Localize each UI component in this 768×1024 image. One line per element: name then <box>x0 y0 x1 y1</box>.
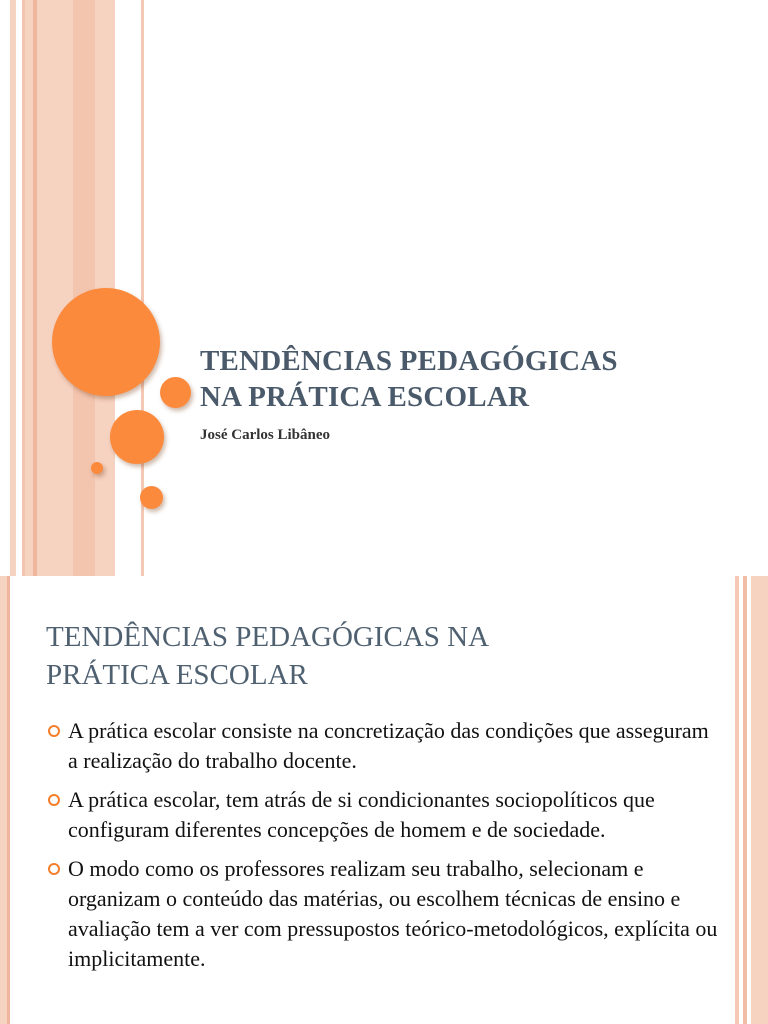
decor-circle-small <box>140 486 163 509</box>
ring-bullet-icon <box>48 863 60 875</box>
slide-title-line: NA PRÁTICA ESCOLAR <box>200 381 530 413</box>
bullet-text: O modo como os professores realizam seu trabalho, selecionam e organizam o conteúdo das matérias, ou escolhem técnicas de ensino e avaliação tem a ver com pressupostos teórico-metodológicos, explícita ou implicitamente. <box>68 856 718 971</box>
ring-bullet-icon <box>48 725 60 737</box>
bullet-list <box>46 716 722 983</box>
decor-stripe <box>735 576 739 1024</box>
bullet-item <box>46 854 722 974</box>
slide-title <box>200 343 720 415</box>
decor-circle-large <box>52 288 160 396</box>
decor-stripe <box>33 0 37 576</box>
decor-circle-tiny <box>91 462 103 474</box>
bullet-text: A prática escolar consiste na concretização das condições que asseguram a realização do trabalho docente. <box>68 718 709 773</box>
decor-stripe <box>73 0 95 576</box>
decor-circle-medium <box>110 410 164 464</box>
content-slide-title-line: TENDÊNCIAS PEDAGÓGICAS NA <box>46 621 490 653</box>
content-slide-title <box>46 618 726 694</box>
decor-stripe <box>743 576 747 1024</box>
content-slide-title-line: PRÁTICA ESCOLAR <box>46 659 308 691</box>
decor-stripe <box>751 576 768 1024</box>
ring-bullet-icon <box>48 794 60 806</box>
bullet-item <box>46 716 722 776</box>
decor-stripe <box>10 0 16 576</box>
slide-title-line: TENDÊNCIAS PEDAGÓGICAS <box>200 345 618 377</box>
decor-stripe <box>7 576 10 1024</box>
slide-subtitle-author: José Carlos Libâneo <box>200 427 331 443</box>
decor-circle-small <box>160 377 191 408</box>
bullet-item <box>46 785 722 845</box>
decor-stripe <box>0 576 7 1024</box>
bullet-text: A prática escolar, tem atrás de si condicionantes sociopolíticos que configuram diferentes concepções de homem e de sociedade. <box>68 787 655 842</box>
